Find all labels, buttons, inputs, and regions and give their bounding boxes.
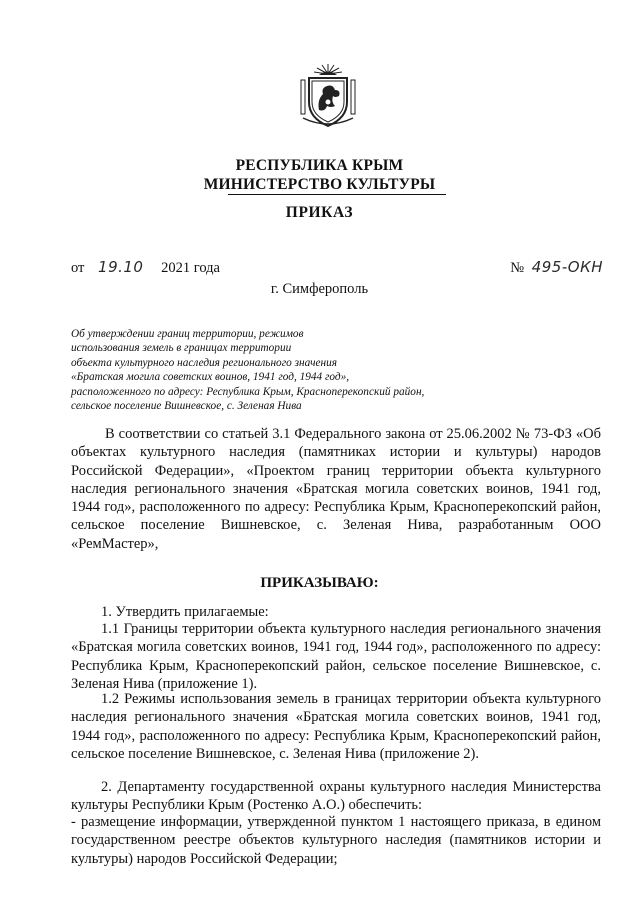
handwritten-number: 495-ОКН [531,258,603,276]
date-suffix: 2021 года [161,260,220,276]
item-2: 2. Департаменту государственной охраны культурного наследия Министерства культуры Республики Крым (Ростенко А.О.) обеспечить: [71,779,601,814]
preamble-paragraph: В соответствии со статьей 3.1 Федерального закона от 25.06.2002 № 73-ФЗ «Об объектах культурного наследия (памятниках истории и культуры) народов Российской Федерации», «Проектом границ территории объекта культурного наследия регионального значения «Братская могила советских воинов, 1941 год, 1944 год», расположенного по адресу: Республика Крым, Красноперекопский район, сельское поселение Вишневское, с. Зеленая Нива, разработанным ООО «РемМастер», [71,426,601,552]
subject-line: объекта культурного наследия регионального значения [71,356,338,369]
city-label: г. Симферополь [270,281,369,297]
region-heading: РЕСПУБЛИКА КРЫМ [235,157,404,174]
subject-line: использования земель в границах территории [71,342,292,355]
heading-underline [228,194,446,195]
handwritten-date: 19.10 [98,258,144,276]
document-type-heading: ПРИКАЗ [285,204,354,221]
ministry-heading: МИНИСТЕРСТВО КУЛЬТУРЫ [203,176,436,193]
item-1-1: 1.1 Границы территории объекта культурного наследия регионального значения «Братская могила советских воинов, 1941 год, 1944 год», расположенного по адресу: Республика Крым, Красноперекопский район, сельское поселение Вишневское, с. Зеленая Нива (приложение 1). [71,621,601,692]
subject-line: «Братская могила советских воинов, 1941 год, 1944 год», [71,371,350,384]
item-1: 1. Утвердить прилагаемые: [101,604,269,620]
coat-of-arms-icon [297,60,359,130]
document-date [71,258,220,277]
document-subject [71,327,511,413]
item-1-2: 1.2 Режимы использования земель в границах территории объекта культурного наследия регионального значения «Братская могила советских воинов, 1941 год, 1944 год», расположенного по адресу: Республика Крым, Красноперекопский район, сельское поселение Вишневское, с. Зеленая Нива (приложение 2). [71,691,601,762]
subject-line: расположенного по адресу: Республика Крым, Красноперекопский район, [71,385,425,398]
subject-line: сельское поселение Вишневское, с. Зеленая Нива [71,400,302,413]
document-number [510,258,603,277]
number-prefix: № [510,260,525,276]
subject-line: Об утверждении границ территории, режимов [71,328,304,340]
item-2-bullet: - размещение информации, утвержденной пунктом 1 настоящего приказа, в едином государственном реестре объектов культурного наследия (памятников истории и культуры) народов Российской Федерации; [71,814,601,867]
date-prefix: от [71,260,85,276]
order-word: ПРИКАЗЫВАЮ: [260,575,379,591]
